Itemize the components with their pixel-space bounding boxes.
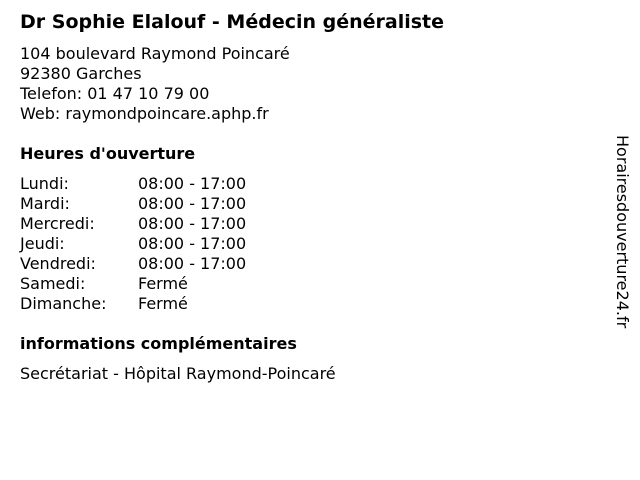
opening-hours-list <box>20 174 600 314</box>
time-value: 08:00 - 17:00 <box>138 214 247 233</box>
hours-row-thursday <box>20 234 600 254</box>
day-label: Mardi: <box>20 194 70 213</box>
phone-number: Telefon: 01 47 10 79 00 <box>20 84 210 103</box>
hours-row-sunday <box>20 294 600 314</box>
hours-row-friday <box>20 254 600 274</box>
time-value: 08:00 - 17:00 <box>138 254 247 273</box>
additional-info-text: Secrétariat - Hôpital Raymond-Poincaré <box>20 364 336 383</box>
day-label: Samedi: <box>20 274 86 293</box>
hours-row-tuesday <box>20 194 600 214</box>
hours-row-saturday <box>20 274 600 294</box>
hours-row-monday <box>20 174 600 194</box>
time-value: Fermé <box>138 294 188 313</box>
opening-hours-heading: Heures d'ouverture <box>20 144 196 163</box>
additional-info-heading: informations complémentaires <box>20 334 297 353</box>
time-value: 08:00 - 17:00 <box>138 234 247 253</box>
city-postcode: 92380 Garches <box>20 64 142 83</box>
page-title: Dr Sophie Elalouf - Médecin généraliste <box>20 11 445 33</box>
day-label: Mercredi: <box>20 214 95 233</box>
watermark-text: Horairesdouverture24.fr <box>613 135 632 329</box>
day-label: Jeudi: <box>20 234 65 253</box>
time-value: 08:00 - 17:00 <box>138 174 247 193</box>
time-value: 08:00 - 17:00 <box>138 194 247 213</box>
time-value: Fermé <box>138 274 188 293</box>
street-address: 104 boulevard Raymond Poincaré <box>20 44 290 63</box>
day-label: Lundi: <box>20 174 69 193</box>
day-label: Vendredi: <box>20 254 96 273</box>
address-block <box>20 44 600 124</box>
website-link[interactable]: Web: raymondpoincare.aphp.fr <box>20 104 269 123</box>
day-label: Dimanche: <box>20 294 107 313</box>
listing-card <box>20 10 600 384</box>
site-watermark <box>612 135 632 345</box>
hours-row-wednesday <box>20 214 600 234</box>
